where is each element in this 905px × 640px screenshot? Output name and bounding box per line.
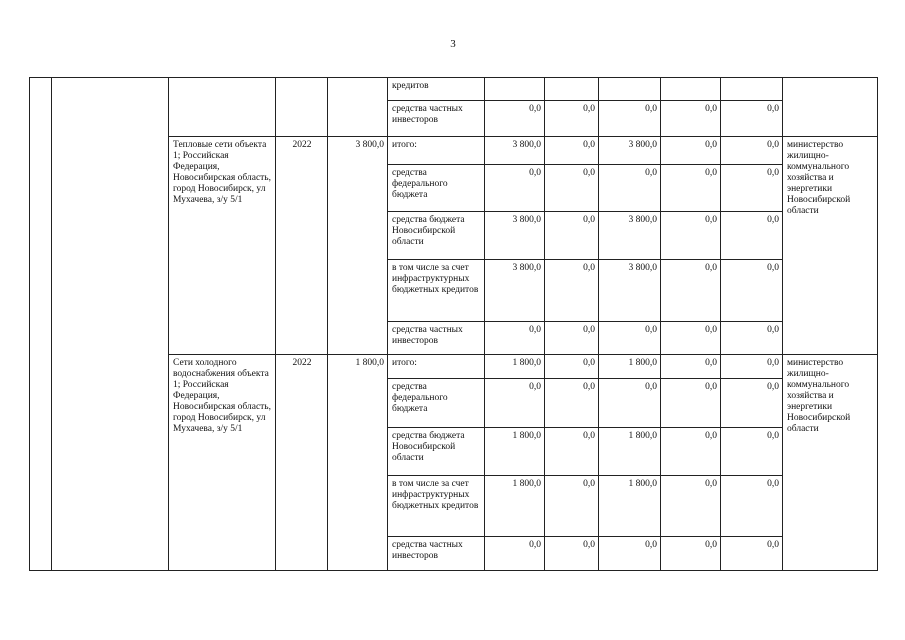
year-cell: 2022 bbox=[276, 137, 328, 355]
value-cell: 0,0 bbox=[545, 212, 599, 260]
value-cell: 0,0 bbox=[721, 355, 783, 379]
value-cell: 1 800,0 bbox=[599, 428, 661, 476]
value-cell: 0,0 bbox=[545, 428, 599, 476]
value-cell: 0,0 bbox=[721, 537, 783, 571]
value-cell: 1 800,0 bbox=[485, 476, 545, 537]
value-cell bbox=[545, 78, 599, 101]
value-cell: 0,0 bbox=[661, 322, 721, 355]
value-cell: 0,0 bbox=[599, 101, 661, 137]
source-label: средства частных инвесторов bbox=[388, 101, 485, 137]
source-label: средства федерального бюджета bbox=[388, 165, 485, 212]
value-cell: 3 800,0 bbox=[485, 260, 545, 322]
index-cell bbox=[30, 78, 52, 571]
value-cell: 0,0 bbox=[545, 165, 599, 212]
value-cell: 0,0 bbox=[661, 137, 721, 165]
value-cell: 0,0 bbox=[599, 322, 661, 355]
cost-cell: 1 800,0 bbox=[328, 355, 388, 571]
responsible-cell: министерство жилищно-коммунального хозяйства и энергетики Новосибирской области bbox=[783, 355, 878, 571]
value-cell: 1 800,0 bbox=[485, 355, 545, 379]
value-cell: 0,0 bbox=[721, 165, 783, 212]
responsible-cell: министерство жилищно-коммунального хозяйства и энергетики Новосибирской области bbox=[783, 137, 878, 355]
object-name: Тепловые сети объекта 1; Российская Федерация, Новосибирская область, город Новосибирск, ул Мухачева, з/у 5/1 bbox=[169, 137, 276, 355]
value-cell: 3 800,0 bbox=[485, 212, 545, 260]
value-cell: 1 800,0 bbox=[599, 355, 661, 379]
source-label: в том числе за счет инфраструктурных бюджетных кредитов bbox=[388, 260, 485, 322]
year-cell bbox=[276, 78, 328, 137]
value-cell: 0,0 bbox=[721, 428, 783, 476]
year-cell: 2022 bbox=[276, 355, 328, 571]
value-cell: 0,0 bbox=[661, 212, 721, 260]
source-label: в том числе за счет инфраструктурных бюджетных кредитов bbox=[388, 476, 485, 537]
value-cell: 0,0 bbox=[485, 322, 545, 355]
source-label: средства федерального бюджета bbox=[388, 379, 485, 428]
value-cell: 3 800,0 bbox=[485, 137, 545, 165]
value-cell: 0,0 bbox=[661, 260, 721, 322]
source-label: средства бюджета Новосибирской области bbox=[388, 428, 485, 476]
source-label: средства частных инвесторов bbox=[388, 322, 485, 355]
value-cell: 0,0 bbox=[545, 476, 599, 537]
value-cell: 0,0 bbox=[599, 165, 661, 212]
value-cell bbox=[599, 78, 661, 101]
value-cell: 0,0 bbox=[545, 101, 599, 137]
source-label: итого: bbox=[388, 137, 485, 165]
value-cell: 0,0 bbox=[485, 101, 545, 137]
value-cell: 0,0 bbox=[661, 428, 721, 476]
value-cell bbox=[661, 78, 721, 101]
cost-cell bbox=[328, 78, 388, 137]
value-cell: 0,0 bbox=[721, 260, 783, 322]
value-cell: 0,0 bbox=[721, 212, 783, 260]
value-cell: 0,0 bbox=[545, 537, 599, 571]
source-label: кредитов bbox=[388, 78, 485, 101]
object-cell bbox=[169, 78, 276, 137]
value-cell: 0,0 bbox=[485, 379, 545, 428]
value-cell: 0,0 bbox=[661, 355, 721, 379]
table-row bbox=[30, 78, 878, 101]
value-cell: 1 800,0 bbox=[485, 428, 545, 476]
value-cell: 0,0 bbox=[599, 379, 661, 428]
object-name: Сети холодного водоснабжения объекта 1; Российская Федерация, Новосибирская область, город Новосибирск, ул Мухачева, з/у 5/1 bbox=[169, 355, 276, 571]
source-label: средства бюджета Новосибирской области bbox=[388, 212, 485, 260]
value-cell: 0,0 bbox=[661, 165, 721, 212]
value-cell: 0,0 bbox=[545, 260, 599, 322]
value-cell: 3 800,0 bbox=[599, 260, 661, 322]
source-label: средства частных инвесторов bbox=[388, 537, 485, 571]
source-label: итого: bbox=[388, 355, 485, 379]
value-cell: 0,0 bbox=[721, 322, 783, 355]
page-number: 3 bbox=[450, 38, 456, 50]
value-cell: 0,0 bbox=[545, 322, 599, 355]
value-cell: 0,0 bbox=[661, 101, 721, 137]
value-cell bbox=[485, 78, 545, 101]
value-cell: 0,0 bbox=[661, 379, 721, 428]
value-cell: 0,0 bbox=[721, 137, 783, 165]
value-cell: 1 800,0 bbox=[599, 476, 661, 537]
value-cell: 0,0 bbox=[661, 537, 721, 571]
responsible-cell bbox=[783, 78, 878, 137]
budget-table bbox=[29, 77, 878, 571]
value-cell: 0,0 bbox=[599, 537, 661, 571]
value-cell: 3 800,0 bbox=[599, 137, 661, 165]
value-cell: 0,0 bbox=[721, 101, 783, 137]
value-cell: 0,0 bbox=[545, 379, 599, 428]
value-cell: 0,0 bbox=[721, 476, 783, 537]
value-cell: 0,0 bbox=[545, 355, 599, 379]
value-cell: 0,0 bbox=[485, 537, 545, 571]
value-cell: 3 800,0 bbox=[599, 212, 661, 260]
value-cell: 0,0 bbox=[545, 137, 599, 165]
measure-cell bbox=[52, 78, 169, 571]
cost-cell: 3 800,0 bbox=[328, 137, 388, 355]
value-cell: 0,0 bbox=[485, 165, 545, 212]
value-cell bbox=[721, 78, 783, 101]
value-cell: 0,0 bbox=[661, 476, 721, 537]
value-cell: 0,0 bbox=[721, 379, 783, 428]
